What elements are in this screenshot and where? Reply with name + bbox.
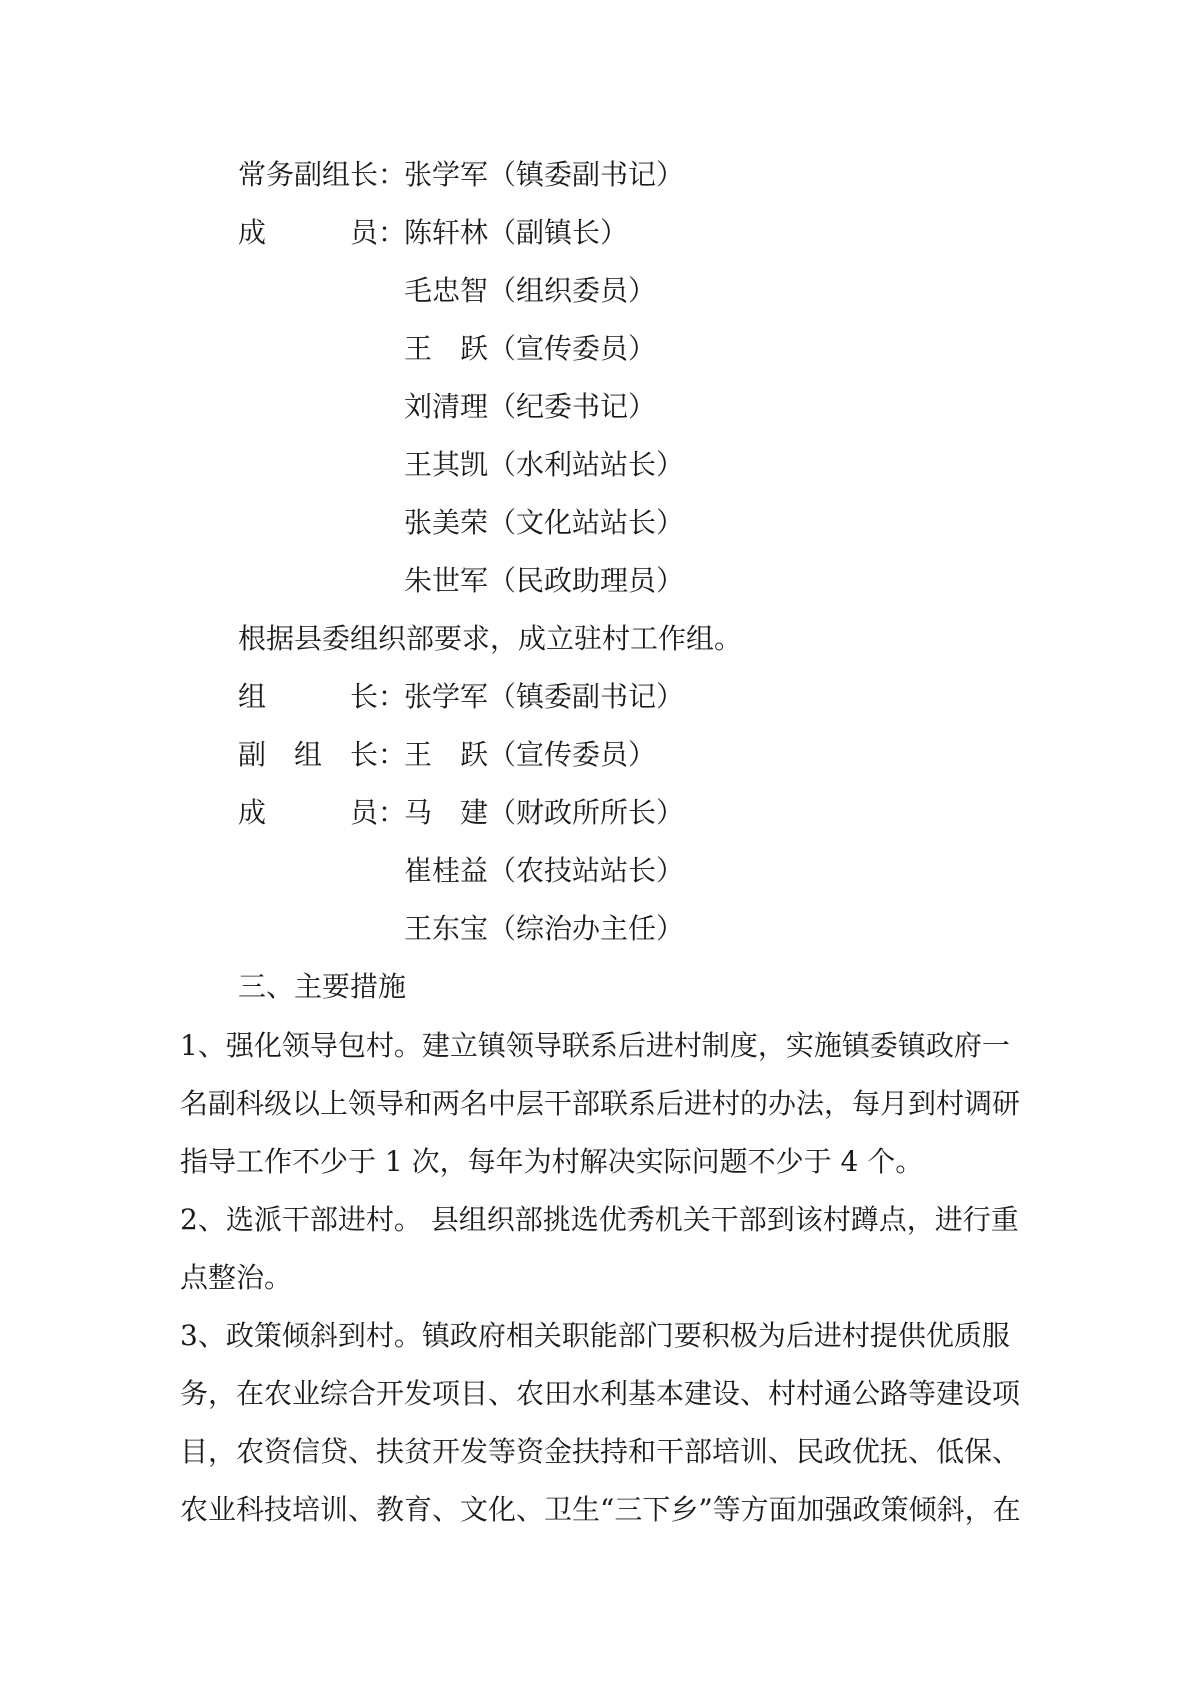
members-label-part-b: 员： [350,216,407,249]
member-name: 王其凯（水利站站长） [404,448,685,481]
leader-name: 张学军（镇委副书记） [404,680,685,713]
measure-2-line: 点整治。 [180,1261,293,1294]
executive-deputy-leader-label: 常务副组长： [238,158,407,191]
deputy-label-part-a: 副 [238,738,267,771]
member-name: 马 建（财政所所长） [404,796,685,829]
measure-1-line: 指导工作不少于 1 次，每年为村解决实际问题不少于 4 个。 [180,1145,924,1178]
leader-label-part-b: 长： [350,680,407,713]
member-name: 刘清理（纪委书记） [404,390,657,423]
measure-3-line: 3、政策倾斜到村。镇政府相关职能部门要积极为后进村提供优质服 [180,1319,1010,1352]
member-name: 张美荣（文化站站长） [404,506,685,539]
member-name: 崔桂益（农技站站长） [404,854,685,887]
member-name: 陈轩林（副镇长） [404,216,629,249]
measure-1-line: 名副科级以上领导和两名中层干部联系后进村的办法，每月到村调研 [180,1087,1021,1120]
executive-deputy-leader-name: 张学军（镇委副书记） [404,158,685,191]
members-label-part-a: 成 [238,216,267,249]
measure-2-line: 2、选派干部进村。 县组织部挑选优秀机关干部到该村蹲点，进行重 [180,1203,1019,1236]
member-name: 毛忠智（组织委员） [404,274,657,307]
work-group-intro: 根据县委组织部要求，成立驻村工作组。 [238,622,743,655]
measure-3-line: 目，农资信贷、扶贫开发等资金扶持和干部培训、民政优抚、低保、 [180,1435,1021,1468]
members-label-part-a: 成 [238,796,267,829]
member-name: 王 跃（宣传委员） [404,332,657,365]
measure-1-line: 1、强化领导包村。建立镇领导联系后进村制度，实施镇委镇政府一 [180,1029,1010,1062]
members-label-part-b: 员： [350,796,407,829]
leader-label-part-a: 组 [238,680,267,713]
deputy-leader-name: 王 跃（宣传委员） [404,738,657,771]
measure-3-line: 农业科技培训、教育、文化、卫生“三下乡”等方面加强政策倾斜，在 [180,1493,1021,1526]
deputy-label-part-b: 组 [294,738,323,771]
member-name: 朱世军（民政助理员） [404,564,685,597]
measure-3-line: 务，在农业综合开发项目、农田水利基本建设、村村通公路等建设项 [180,1377,1021,1410]
member-name: 王东宝（综治办主任） [404,912,685,945]
deputy-label-part-c: 长： [350,738,407,771]
section-heading: 三、主要措施 [238,970,407,1003]
